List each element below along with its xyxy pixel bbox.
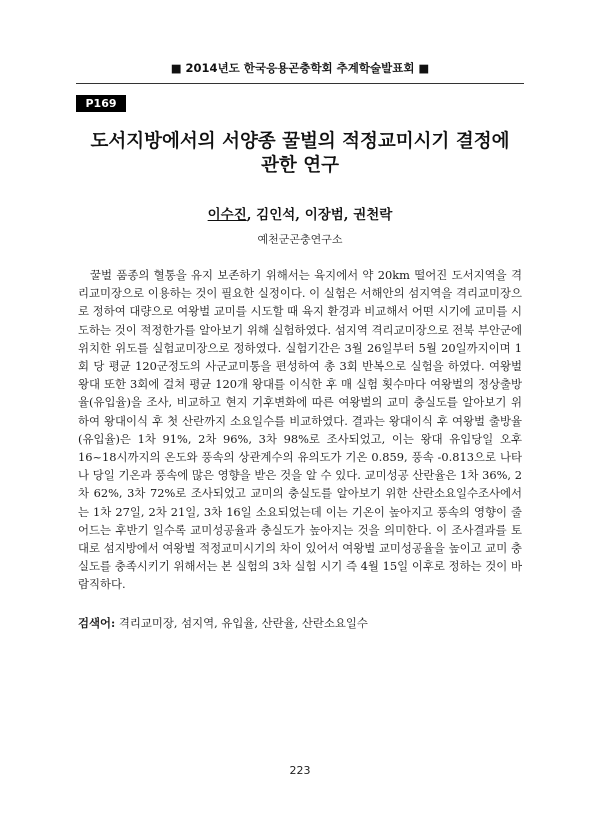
paper-id-badge: P169 [76,95,126,112]
keywords-label: 검색어: [78,616,116,630]
paper-title-line-2: 관한 연구 [261,155,339,176]
keywords-list: 격리교미장, 섬지역, 유입율, 산란율, 산란소요일수 [115,616,368,630]
affiliation: 예천군곤충연구소 [257,233,343,246]
header-divider [76,83,524,84]
keywords [78,614,522,632]
co-authors: , 김인석, 이장범, 권천락 [246,207,393,223]
paper-title-line-1: 도서지방에서의 서양종 꿀벌의 적정교미시기 결정에 [90,131,510,152]
paper-title [60,130,540,178]
conference-header: ■ 2014년도 한국응용곤충학회 추계학술발표회 ■ [170,61,430,75]
abstract-body: 꿀벌 품종의 혈통을 유지 보존하기 위해서는 육지에서 약 20km 떨어진 도서지역을 격리교미장으로 이용하는 것이 필요한 실정이다. 이 실험은 서해안의 섬지역을 격리교미장으로 정하여 대량으로 여왕벌 교미를 시도할 때 육지 환경과 비교해서 어떤 시기에 교미를 시도하는 것이 적정한가를 알아보기 위해 실험하였다. 섬지역 격리교미장으로 전북 부안군에 위치한 위도를 실험교미장으로 정하였다. 실험기간은 3월 26일부터 5월 20일까지이며 1회 당 평균 120군정도의 사군교미통을 편성하여 총 3회 반복으로 실험을 하였다. 여왕벌 왕대 또한 3회에 걸쳐 평균 120개 왕대를 이식한 후 매 실험 횟수마다 여왕벌의 정상출방율(유입율)을 조사, 비교하고 현지 기후변화에 따른 여왕벌의 교미 충실도를 알아보기 위하여 왕대이식 후 첫 산란까지 소요일수를 비교하였다. 결과는 왕대이식 후 여왕벌 출방율(유입율)은 1차 91%, 2차 96%, 3차 98%로 조사되었고, 이는 왕대 유입당일 오후 16~18시까지의 온도와 풍속의 상관계수의 유의도가 기온 0.859, 풍속 -0.813으로 나타나 당일 기온과 풍속에 많은 영향을 받은 것을 알 수 있다. 교미성공 산란율은 1차 36%, 2차 62%, 3차 72%로 조사되었고 교미의 충실도를 알아보기 위한 산란소요일수조사에서는 1차 27일, 2차 21일, 3차 16일 소요되었는데 이는 기온이 높아지고 풍속의 영향이 줄어드는 후반기 일수록 교미성공율과 충실도가 높아지는 것을 의미한다. 이 조사결과를 토대로 섬지방에서 여왕벌 적정교미시기의 차이 있어서 여왕벌 교미성공율을 높이고 교미 충실도를 충족시키기 위해서는 본 실험의 3차 실험 시기 즉 4월 15일 이후로 정하는 것이 바람직하다. [78,268,522,592]
page-number: 223 [289,764,311,777]
author-list [0,203,600,223]
first-author: 이수진 [207,207,247,223]
